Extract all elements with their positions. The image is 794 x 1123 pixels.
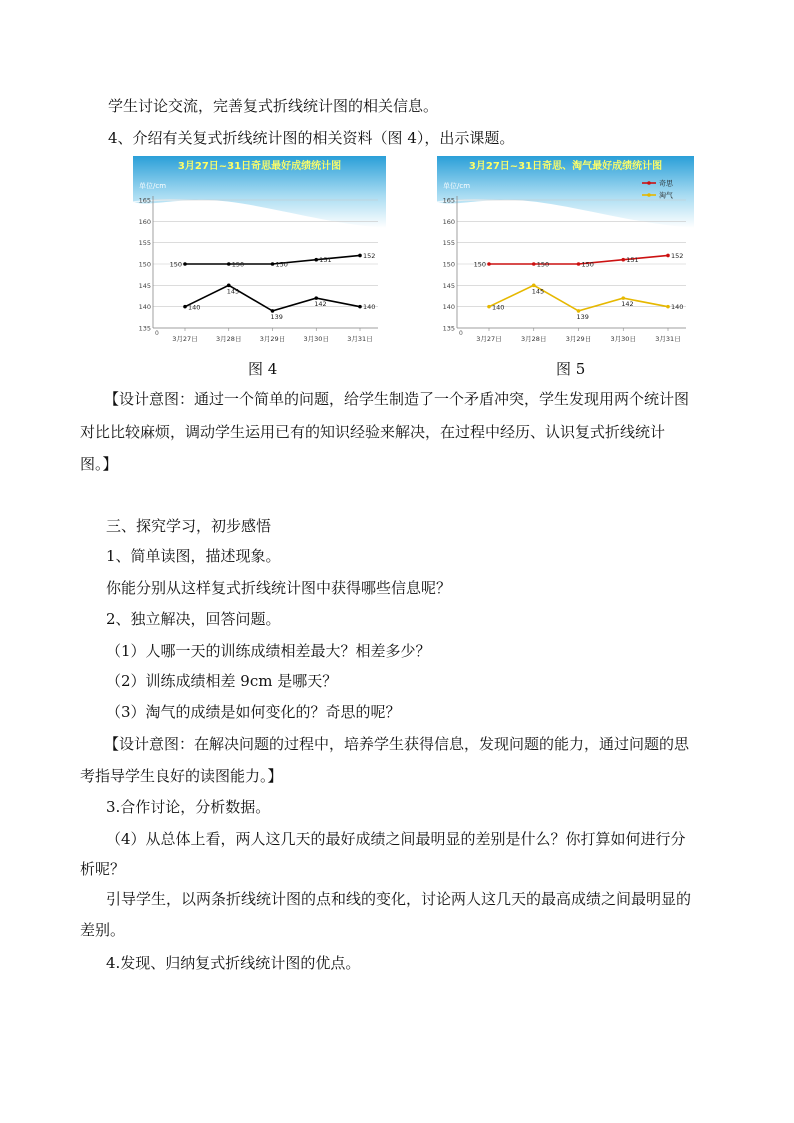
y-tick-label: 145 xyxy=(138,281,151,290)
y-tick-label: 150 xyxy=(442,260,455,269)
x-tick-label: 3月28日 xyxy=(521,335,547,343)
data-label: 140 xyxy=(363,303,376,312)
data-label: 145 xyxy=(531,287,545,296)
data-point xyxy=(271,262,275,266)
guidance-line-1: 引导学生，以两条折线统计图的点和线的变化，讨论两人这几天的最高成绩之间最明显的 xyxy=(106,890,692,908)
question-4-line-1: （4）从总体上看，两人这几天的最好成绩之间最明显的差别是什么？你打算如何进行分 xyxy=(106,830,686,848)
data-label: 152 xyxy=(363,251,376,260)
data-label: 140 xyxy=(671,303,684,312)
design-intent-1-line-3: 图。】 xyxy=(80,455,118,473)
design-intent-2-line-2: 考指导学生良好的读图能力。】 xyxy=(80,767,283,785)
data-point xyxy=(227,262,231,266)
y-tick-label: 150 xyxy=(138,260,151,269)
data-label: 142 xyxy=(621,300,634,309)
data-label: 140 xyxy=(492,303,505,312)
data-point xyxy=(358,254,362,258)
step-1-question: 你能分别从这样复式折线统计图中获得哪些信息呢？ xyxy=(106,579,452,597)
y-tick-label: 165 xyxy=(442,196,455,205)
x-tick-label: 3月27日 xyxy=(172,335,198,343)
chart-5-svg xyxy=(437,156,694,346)
legend-label: 淘气 xyxy=(659,191,673,200)
chart-title: 3月27日~31日奇思、淘气最好成绩统计图 xyxy=(468,161,663,172)
data-point xyxy=(487,305,491,309)
paragraph-discussion: 学生讨论交流，完善复式折线统计图的相关信息。 xyxy=(108,97,439,115)
x-tick-label: 3月29日 xyxy=(259,335,286,343)
y-tick-label: 145 xyxy=(442,281,455,290)
chart-4-svg xyxy=(133,156,386,346)
data-label: 145 xyxy=(226,287,240,296)
data-point xyxy=(577,262,581,266)
y-tick-label: 140 xyxy=(138,303,151,312)
legend-marker xyxy=(647,193,651,197)
figure-4-chart xyxy=(133,156,386,346)
question-4-line-2: 析呢？ xyxy=(80,860,126,878)
design-intent-2-line-1: 【设计意图：在解决问题的过程中，培养学生获得信息，发现问题的能力，通过问题的思 xyxy=(104,735,690,753)
data-label: 151 xyxy=(319,256,332,265)
y-tick-label: 0 xyxy=(155,330,159,337)
y-tick-label: 155 xyxy=(138,239,151,248)
figure-5-chart xyxy=(437,156,694,346)
figure-5-caption: 图 5 xyxy=(556,360,586,378)
data-label: 150 xyxy=(231,260,245,269)
data-label: 142 xyxy=(314,300,327,309)
legend-label: 奇思 xyxy=(659,179,673,188)
design-intent-1-line-2: 对比比较麻烦，调动学生运用已有的知识经验来解决，在过程中经历、认识复式折线统计 xyxy=(80,423,666,441)
figure-4-caption: 图 4 xyxy=(248,360,278,378)
step-2: 2、独立解决，回答问题。 xyxy=(106,610,281,628)
question-3: （3）淘气的成绩是如何变化的？奇思的呢？ xyxy=(106,703,401,721)
chart-title: 3月27日~31日奇思最好成绩统计图 xyxy=(177,161,342,172)
data-point xyxy=(487,262,491,266)
legend-marker xyxy=(647,181,651,185)
question-1: （1）人哪一天的训练成绩相差最大？相差多少？ xyxy=(106,642,431,660)
question-2: （2）训练成绩相差 9cm 是哪天？ xyxy=(106,672,338,690)
data-label: 150 xyxy=(275,260,288,269)
data-point xyxy=(532,262,536,266)
step-4: 4.发现、归纳复式折线统计图的优点。 xyxy=(106,954,361,972)
design-intent-1-line-1: 【设计意图：通过一个简单的问题，给学生制造了一个矛盾冲突，学生发现用两个统计图 xyxy=(104,390,690,408)
data-label: 151 xyxy=(626,256,639,265)
data-point xyxy=(358,305,362,309)
chart-unit-label: 单位/cm xyxy=(443,182,471,190)
y-tick-label: 160 xyxy=(138,217,151,226)
data-label: 150 xyxy=(169,260,182,269)
y-tick-label: 155 xyxy=(442,239,455,248)
y-tick-label: 135 xyxy=(442,324,455,333)
data-label: 140 xyxy=(188,303,201,312)
data-label: 150 xyxy=(581,260,594,269)
x-tick-label: 3月27日 xyxy=(476,335,502,343)
data-point xyxy=(666,254,670,258)
y-tick-label: 165 xyxy=(138,196,151,205)
data-label: 150 xyxy=(536,260,550,269)
step-3: 3.合作讨论，分析数据。 xyxy=(106,798,271,816)
step-1: 1、简单读图，描述现象。 xyxy=(106,547,281,565)
y-tick-label: 135 xyxy=(138,324,151,333)
x-tick-label: 3月29日 xyxy=(565,335,592,343)
x-tick-label: 3月31日 xyxy=(655,335,681,343)
x-tick-label: 3月30日 xyxy=(610,335,636,343)
x-tick-label: 3月28日 xyxy=(216,335,242,343)
data-point xyxy=(314,258,318,262)
data-label: 139 xyxy=(576,312,589,321)
data-label: 139 xyxy=(270,312,283,321)
data-label: 150 xyxy=(473,260,486,269)
paragraph-introduce: 4、介绍有关复式折线统计图的相关资料（图 4），出示课题。 xyxy=(108,129,515,147)
data-point xyxy=(183,305,187,309)
data-label: 152 xyxy=(671,251,684,260)
chart-unit-label: 单位/cm xyxy=(139,182,167,190)
y-tick-label: 0 xyxy=(459,330,463,337)
x-tick-label: 3月30日 xyxy=(303,335,329,343)
data-point xyxy=(621,258,625,262)
section-3-heading: 三、探究学习，初步感悟 xyxy=(106,517,272,535)
data-point xyxy=(666,305,670,309)
x-tick-label: 3月31日 xyxy=(347,335,373,343)
y-tick-label: 140 xyxy=(442,303,455,312)
y-tick-label: 160 xyxy=(442,217,455,226)
data-point xyxy=(183,262,187,266)
guidance-line-2: 差别。 xyxy=(80,921,126,939)
